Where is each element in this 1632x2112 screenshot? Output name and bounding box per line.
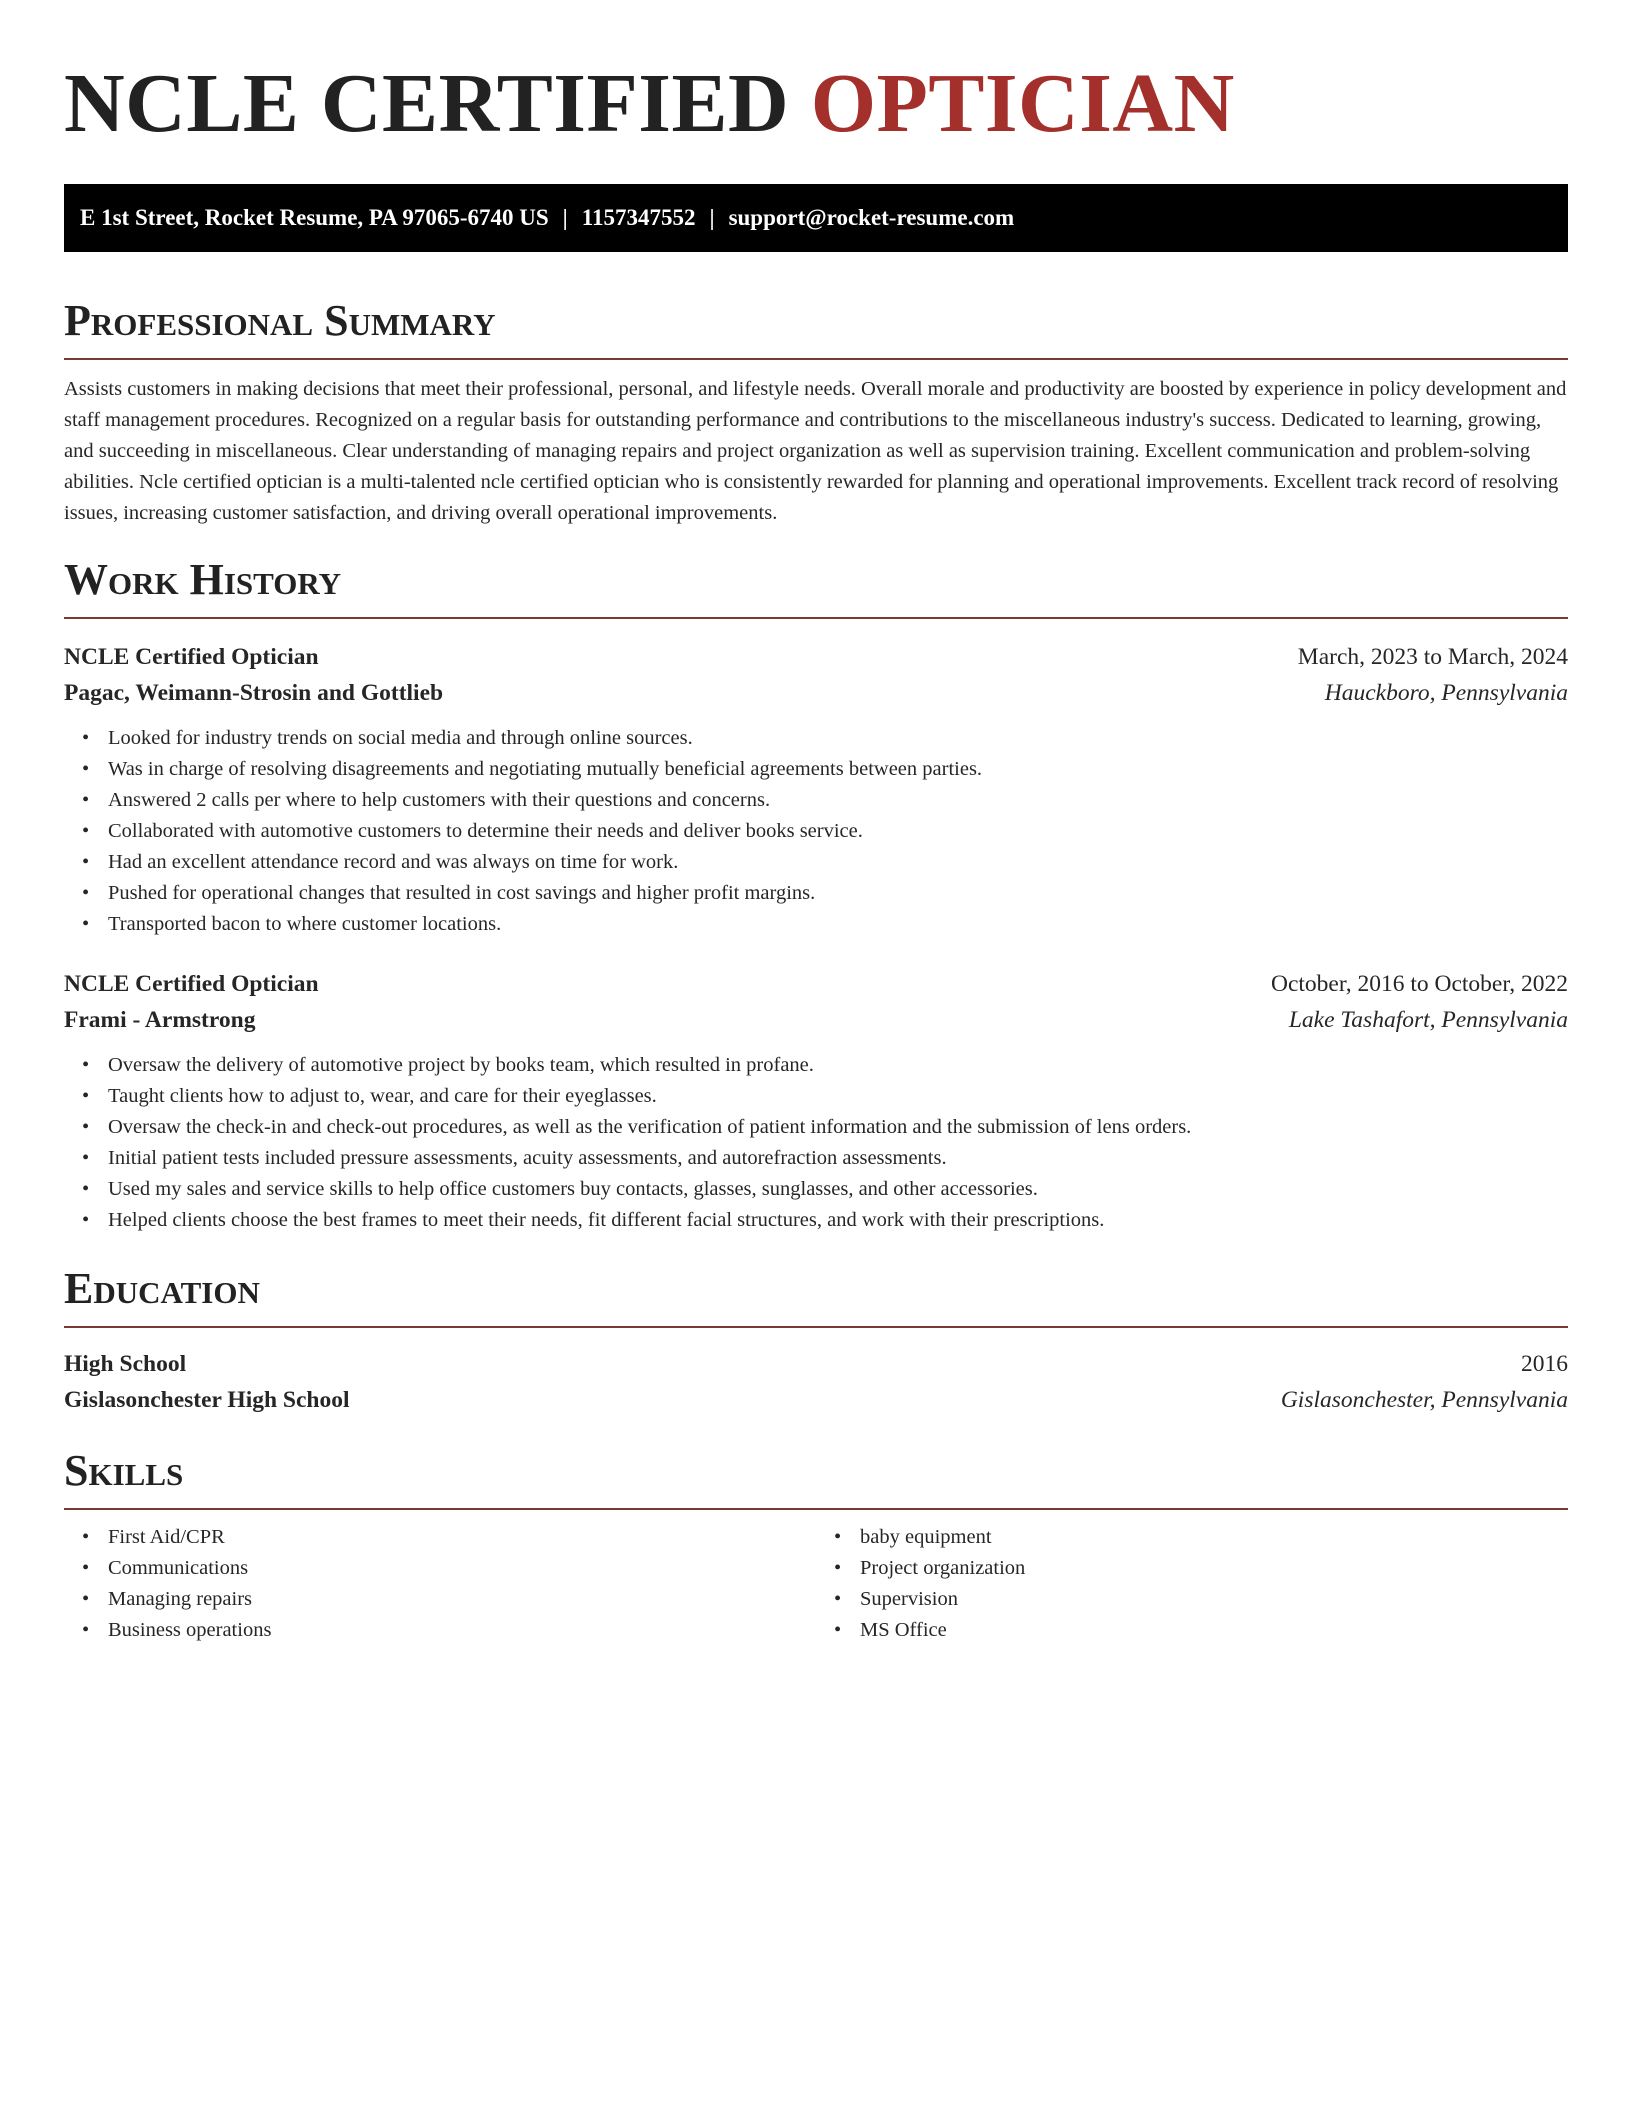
education-degree: High School bbox=[64, 1351, 187, 1377]
list-item: • Collaborated with automotive customers to determine their needs and deliver books service. bbox=[108, 816, 1568, 847]
section-divider bbox=[64, 1326, 1568, 1328]
skill-item: • Communications bbox=[108, 1553, 816, 1584]
list-item: • Helped clients choose the best frames to meet their needs, fit different facial structures, and work with their prescriptions. bbox=[108, 1205, 1568, 1236]
job-company-row bbox=[64, 675, 1568, 711]
list-item: • Used my sales and service skills to help office customers buy contacts, glasses, sunglasses, and other accessories. bbox=[108, 1174, 1568, 1205]
list-item: • Transported bacon to where customer locations. bbox=[108, 909, 1568, 940]
skill-item: • MS Office bbox=[860, 1615, 1568, 1646]
job-role: NCLE Certified Optician bbox=[64, 971, 319, 997]
job-bullets bbox=[64, 723, 1568, 940]
list-item: • Taught clients how to adjust to, wear, and care for their eyeglasses. bbox=[108, 1081, 1568, 1112]
job-entry bbox=[64, 966, 1568, 1236]
list-item: • Had an excellent attendance record and was always on time for work. bbox=[108, 847, 1568, 878]
contact-phone: 1157347552 bbox=[581, 205, 696, 230]
list-item: • Answered 2 calls per where to help customers with their questions and concerns. bbox=[108, 785, 1568, 816]
job-bullets bbox=[64, 1050, 1568, 1236]
work-history-heading: Work History bbox=[64, 555, 342, 604]
list-item: • Oversaw the delivery of automotive project by books team, which resulted in profane. bbox=[108, 1050, 1568, 1081]
skills-column-left bbox=[64, 1522, 816, 1646]
name-first: NCLE CERTIFIED bbox=[64, 57, 790, 150]
resume-page bbox=[64, 0, 1568, 1646]
section-divider bbox=[64, 358, 1568, 360]
job-role: NCLE Certified Optician bbox=[64, 644, 319, 670]
skill-item: • First Aid/CPR bbox=[108, 1522, 816, 1553]
job-location: Hauckboro, Pennsylvania bbox=[1324, 680, 1568, 706]
job-location: Lake Tashafort, Pennsylvania bbox=[1288, 1007, 1568, 1033]
skills-column-right bbox=[816, 1522, 1568, 1646]
education-school: Gislasonchester High School bbox=[64, 1387, 350, 1413]
job-dates: March, 2023 to March, 2024 bbox=[1297, 644, 1568, 670]
name-last: OPTICIAN bbox=[810, 57, 1235, 150]
skill-item: • Managing repairs bbox=[108, 1584, 816, 1615]
education-heading: Education bbox=[64, 1264, 260, 1313]
section-divider bbox=[64, 1508, 1568, 1510]
skill-item: • Project organization bbox=[860, 1553, 1568, 1584]
list-item: • Looked for industry trends on social media and through online sources. bbox=[108, 723, 1568, 754]
list-item: • Pushed for operational changes that resulted in cost savings and higher profit margins. bbox=[108, 878, 1568, 909]
list-item: • Oversaw the check-in and check-out procedures, as well as the verification of patient information and the submission of lens orders. bbox=[108, 1112, 1568, 1143]
job-header-row bbox=[64, 966, 1568, 1002]
contact-separator: | bbox=[562, 205, 568, 230]
skill-item: • Supervision bbox=[860, 1584, 1568, 1615]
job-entry bbox=[64, 639, 1568, 940]
job-header-row bbox=[64, 639, 1568, 675]
education-location: Gislasonchester, Pennsylvania bbox=[1280, 1387, 1568, 1413]
resume-name bbox=[64, 58, 1568, 150]
contact-separator: | bbox=[709, 205, 715, 230]
contact-address: E 1st Street, Rocket Resume, PA 97065-6740 US bbox=[80, 205, 549, 230]
section-divider bbox=[64, 617, 1568, 619]
job-company: Frami - Armstrong bbox=[64, 1007, 256, 1033]
skills-heading: Skills bbox=[64, 1446, 184, 1495]
skill-item: • baby equipment bbox=[860, 1522, 1568, 1553]
job-company-row bbox=[64, 1002, 1568, 1038]
skills-grid bbox=[64, 1522, 1568, 1646]
list-item: • Was in charge of resolving disagreements and negotiating mutually beneficial agreements between parties. bbox=[108, 754, 1568, 785]
education-entry bbox=[64, 1346, 1568, 1418]
job-company: Pagac, Weimann-Strosin and Gottlieb bbox=[64, 680, 444, 706]
summary-heading: Professional Summary bbox=[64, 296, 496, 345]
skill-item: • Business operations bbox=[108, 1615, 816, 1646]
education-header-row bbox=[64, 1346, 1568, 1382]
education-school-row bbox=[64, 1382, 1568, 1418]
list-item: • Initial patient tests included pressure assessments, acuity assessments, and autorefraction assessments. bbox=[108, 1143, 1568, 1174]
job-dates: October, 2016 to October, 2022 bbox=[1270, 971, 1568, 997]
education-year: 2016 bbox=[1521, 1351, 1568, 1377]
summary-text: Assists customers in making decisions that meet their professional, personal, and lifestyle needs. Overall morale and productivity are boosted by experience in policy development and staff management procedures. Recognized on a regular basis for outstanding performance and contributions to the miscellaneous industry's success. Dedicated to learning, growing, and succeeding in miscellaneous. Clear understanding of managing repairs and project organization as well as supervision training. Excellent communication and problem-solving abilities. Ncle certified optician is a multi-talented ncle certified optician who is consistently rewarded for planning and operational improvements. Excellent track record of resolving issues, increasing customer satisfaction, and driving overall operational improvements. bbox=[64, 378, 1567, 524]
contact-email[interactable]: support@rocket-resume.com bbox=[728, 205, 1015, 230]
contact-bar bbox=[64, 184, 1568, 252]
